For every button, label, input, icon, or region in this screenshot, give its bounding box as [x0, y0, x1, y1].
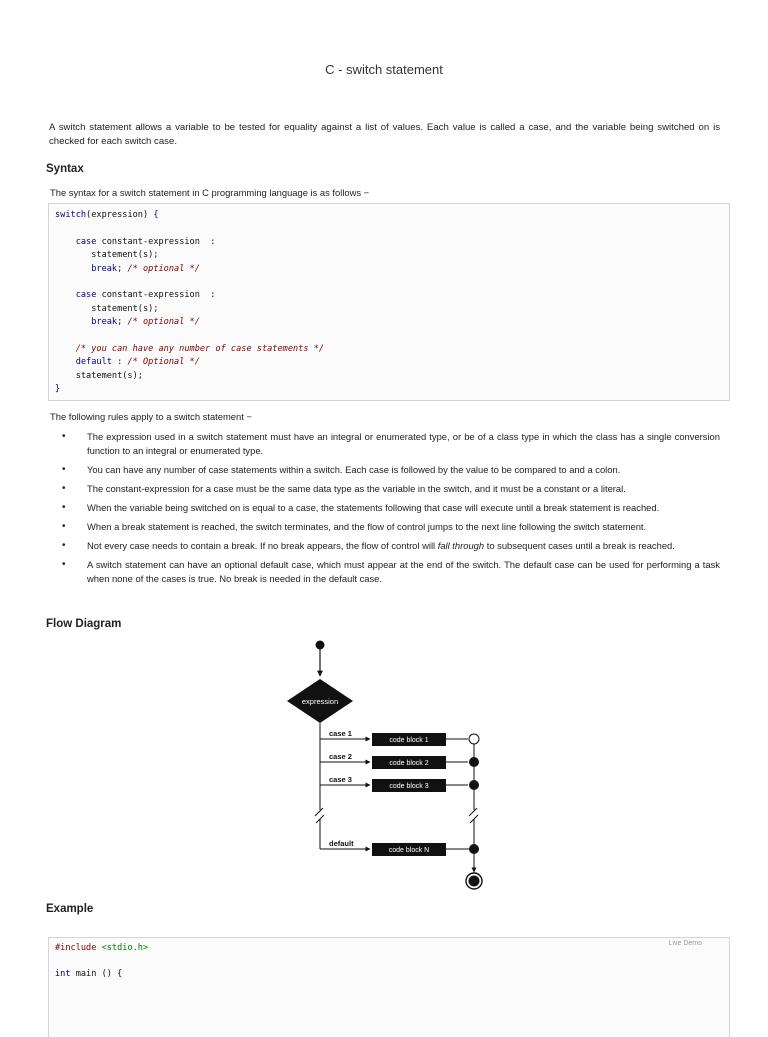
- rules-lead: The following rules apply to a switch statement −: [50, 411, 252, 422]
- end-node: [469, 876, 480, 887]
- case-2-label: case 2: [329, 752, 352, 761]
- code-block-n-label: code block N: [388, 847, 430, 854]
- rule-text: When the variable being switched on is equal to a case, the statements following that case will execute until a break statement is reached.: [87, 502, 660, 513]
- syntax-heading: Syntax: [46, 163, 84, 175]
- code-token: }: [55, 384, 61, 395]
- code-line: [55, 237, 215, 250]
- code-token: break: [91, 317, 118, 328]
- code-token: statement(s);: [55, 370, 143, 381]
- rule-item: [62, 539, 720, 553]
- code-token: [55, 344, 76, 354]
- rule-text: A switch statement can have an optional default case, which must appear at the end of the switch. The default case can be used for performing a task when none of the cases is true. No break is needed in the default case.: [87, 559, 720, 584]
- code-token: /* Optional */: [127, 357, 200, 368]
- code-line: [55, 250, 158, 263]
- break-mark-right-1: [469, 808, 477, 816]
- rule-item: [62, 463, 720, 477]
- code-line: [55, 317, 200, 330]
- code-line: [55, 344, 324, 357]
- merge-node-3: [469, 780, 479, 790]
- page-title: C - switch statement: [325, 62, 443, 77]
- code-line: [55, 290, 215, 303]
- emphasis-text: fall through: [437, 540, 485, 551]
- code-token: case: [75, 290, 97, 301]
- code-token: :: [111, 357, 128, 368]
- flow-diagram: [283, 638, 493, 894]
- code-token: [55, 290, 76, 300]
- rule-text: The expression used in a switch statement must have an integral or enumerated type, or be of a class type in which the class has a single conversion function to an integral or enumerated type.: [87, 431, 720, 456]
- merge-node-2: [469, 757, 479, 767]
- code-token: statement(s);: [55, 250, 159, 261]
- case-1-label: case 1: [329, 729, 352, 738]
- code-token: /* optional */: [127, 317, 200, 328]
- example-heading: Example: [46, 903, 94, 915]
- code-block-3-label: code block 3: [389, 783, 429, 790]
- code-token: constant-expression :: [96, 290, 216, 301]
- syntax-lead: The syntax for a switch statement in C programming language is as follows −: [50, 187, 370, 198]
- expression-label: expression: [301, 697, 339, 706]
- merge-node-1: [469, 734, 479, 744]
- code-block-1-label: code block 1: [389, 737, 429, 744]
- rule-text: You can have any number of case statements within a switch. Each case is followed by the value to be compared to and a colon.: [87, 464, 621, 475]
- code-line: [55, 304, 158, 317]
- code-token: ;: [117, 317, 128, 328]
- code-token: switch: [55, 210, 87, 220]
- rule-text: Not every case needs to contain a break. If no break appears, the flow of control will: [87, 540, 438, 551]
- code-line: [55, 210, 159, 223]
- code-token: constant-expression :: [96, 236, 216, 247]
- code-token: [55, 237, 76, 247]
- rule-item: [62, 501, 720, 515]
- code-block-2-label: code block 2: [389, 760, 429, 767]
- code-token: ;: [117, 263, 128, 274]
- code-line: [55, 969, 122, 982]
- example-code-block: [48, 937, 730, 1037]
- code-token: [55, 357, 76, 367]
- intro-paragraph: A switch statement allows a variable to be tested for equality against a list of values. Each value is called a case, and the variable being switched on is checked for each switch case.: [49, 122, 720, 147]
- rule-text: The constant-expression for a case must be the same data type as the variable in the switch, and it must be a constant or a literal.: [87, 483, 626, 494]
- default-label: default: [329, 839, 354, 848]
- rule-item: [62, 430, 720, 458]
- rule-text: to subsequent cases until a break is reached.: [484, 540, 675, 551]
- rule-item: [62, 520, 720, 534]
- code-token: <stdio.h>: [101, 943, 149, 953]
- start-node: [316, 641, 325, 650]
- code-line: [55, 943, 148, 956]
- code-token: case: [75, 236, 97, 247]
- rule-text: When a break statement is reached, the switch terminates, and the flow of control jumps to the next line following the switch statement.: [87, 521, 647, 532]
- code-token: {: [153, 210, 159, 220]
- merge-node-n: [469, 844, 479, 854]
- code-token: main (): [70, 969, 118, 979]
- code-token: default: [75, 357, 112, 368]
- code-token: /* you can have any number of case statements */: [75, 344, 325, 354]
- code-token: {: [117, 969, 123, 979]
- code-token: [55, 264, 91, 274]
- rule-item: [62, 482, 720, 496]
- rules-list: [62, 430, 720, 591]
- case-3-label: case 3: [329, 775, 352, 784]
- code-token: [55, 317, 91, 327]
- code-line: [55, 371, 143, 384]
- flow-diagram-heading: Flow Diagram: [46, 618, 122, 630]
- code-token: /* optional */: [127, 263, 200, 274]
- rule-item: [62, 558, 720, 586]
- code-line: [55, 357, 200, 370]
- code-token: int: [55, 969, 71, 979]
- break-mark-left-1: [315, 808, 323, 816]
- syntax-code-block: [48, 203, 730, 401]
- code-token: statement(s);: [55, 303, 159, 314]
- code-line: [55, 264, 200, 277]
- live-demo-link[interactable]: Live Demo: [668, 940, 702, 947]
- code-token: #include: [55, 943, 102, 953]
- code-token: (expression): [86, 210, 154, 220]
- code-line: [55, 384, 60, 397]
- code-token: break: [91, 263, 118, 274]
